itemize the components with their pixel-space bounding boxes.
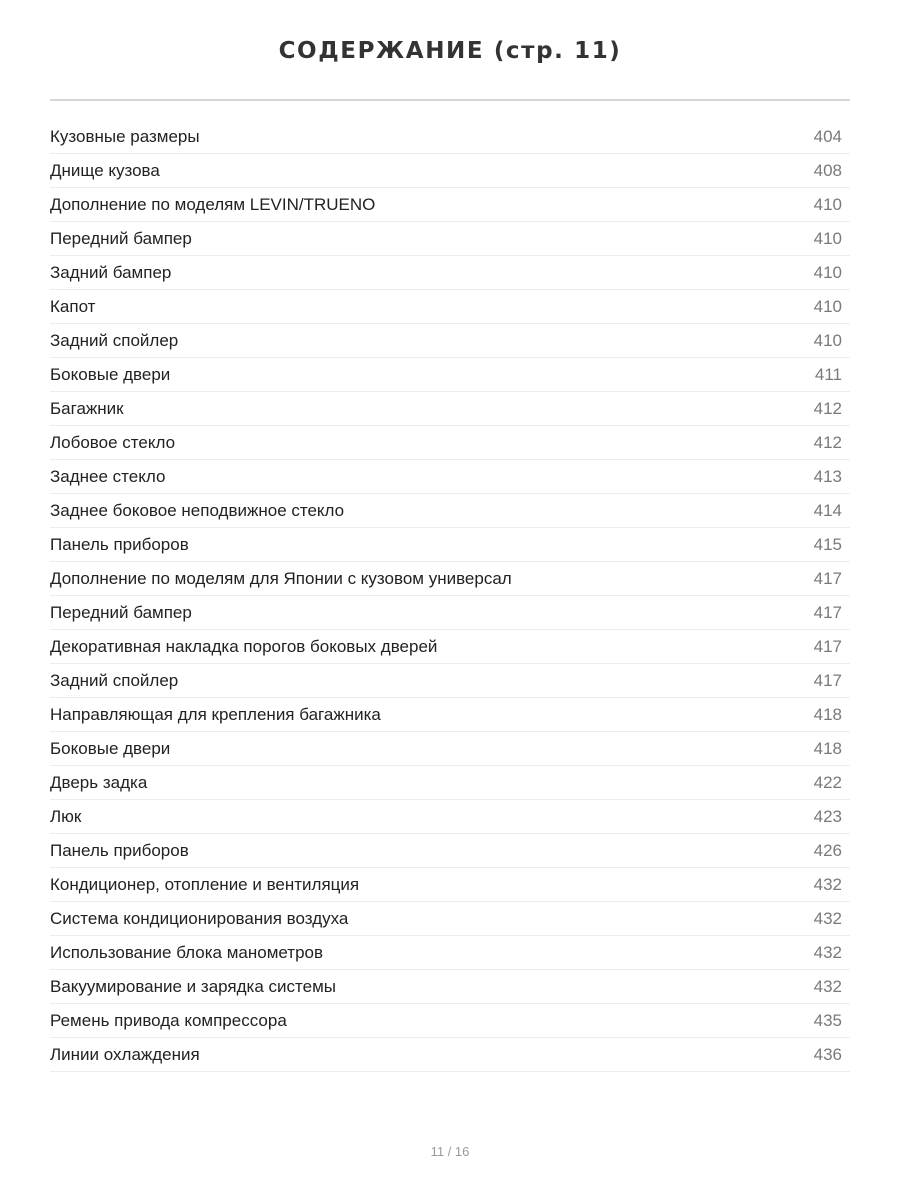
toc-entry-title: Люк [50, 807, 82, 826]
page-indicator: 11 / 16 [430, 1144, 470, 1159]
toc-entry-page-number: 432 [813, 875, 842, 894]
toc-entry[interactable] [50, 290, 850, 324]
toc-entry-page-number: 436 [813, 1045, 842, 1064]
toc-entry-title: Боковые двери [50, 365, 171, 384]
toc-entry[interactable] [50, 460, 850, 494]
toc-entry-page-number: 412 [813, 399, 842, 418]
toc-entry-page-number: 432 [813, 977, 842, 996]
toc-entry-page-number: 423 [813, 807, 842, 826]
toc-entry[interactable] [50, 324, 850, 358]
toc-entry[interactable] [50, 392, 850, 426]
toc-entry-title: Панель приборов [50, 535, 189, 554]
toc-entry[interactable] [50, 426, 850, 460]
toc-entry[interactable] [50, 120, 850, 154]
toc-entry[interactable] [50, 596, 850, 630]
toc-entry-page-number: 412 [813, 433, 842, 452]
toc-entry-page-number: 415 [813, 535, 842, 554]
toc-entry[interactable] [50, 834, 850, 868]
toc-entry[interactable] [50, 630, 850, 664]
toc-entry[interactable] [50, 256, 850, 290]
toc-entry-page-number: 413 [813, 467, 842, 486]
toc-entry[interactable] [50, 562, 850, 596]
toc-entry[interactable] [50, 1004, 850, 1038]
toc-entry[interactable] [50, 528, 850, 562]
toc-entry-page-number: 432 [813, 943, 842, 962]
toc-entry-page-number: 410 [813, 331, 842, 350]
toc-entry-title: Боковые двери [50, 739, 171, 758]
toc-entry[interactable] [50, 902, 850, 936]
page-title: СОДЕРЖАНИЕ (стр. 11) [278, 38, 622, 64]
toc-entry-page-number: 410 [813, 195, 842, 214]
toc-entry-title: Направляющая для крепления багажника [50, 705, 381, 724]
toc-entry[interactable] [50, 800, 850, 834]
toc-entry[interactable] [50, 188, 850, 222]
toc-entry-page-number: 410 [813, 229, 842, 248]
toc-entry-title: Задний спойлер [50, 671, 179, 690]
toc-entry-title: Вакуумирование и зарядка системы [50, 977, 336, 996]
toc-entry-title: Лобовое стекло [50, 433, 176, 452]
toc-entry-title: Кондиционер, отопление и вентиляция [50, 875, 360, 894]
toc-entry-title: Дополнение по моделям для Японии с кузовом универсал [50, 569, 512, 588]
toc-entry[interactable] [50, 358, 850, 392]
toc-entry-page-number: 404 [813, 127, 842, 146]
toc-entry[interactable] [50, 222, 850, 256]
toc-entry-title: Кузовные размеры [50, 127, 200, 146]
toc-entry-page-number: 422 [813, 773, 842, 792]
title-divider [50, 99, 850, 101]
toc-entry[interactable] [50, 664, 850, 698]
toc-entry-title: Линии охлаждения [50, 1045, 200, 1064]
toc-entry[interactable] [50, 766, 850, 800]
toc-list [50, 120, 850, 1072]
toc-entry[interactable] [50, 970, 850, 1004]
toc-entry-page-number: 410 [813, 263, 842, 282]
toc-entry-page-number: 417 [813, 603, 842, 622]
toc-entry[interactable] [50, 494, 850, 528]
toc-entry-page-number: 418 [813, 739, 842, 758]
toc-entry-title: Дополнение по моделям LEVIN/TRUENO [50, 195, 376, 214]
toc-entry-page-number: 414 [813, 501, 842, 520]
toc-entry-title: Багажник [50, 399, 124, 418]
toc-entry-title: Дверь задка [50, 773, 148, 792]
toc-entry-title: Передний бампер [50, 603, 192, 622]
toc-entry-title: Заднее боковое неподвижное стекло [50, 501, 345, 520]
toc-entry-title: Ремень привода компрессора [50, 1011, 287, 1030]
toc-entry[interactable] [50, 698, 850, 732]
toc-entry-page-number: 435 [813, 1011, 842, 1030]
toc-entry-title: Задний спойлер [50, 331, 179, 350]
toc-entry-page-number: 411 [814, 365, 842, 384]
toc-entry-page-number: 417 [813, 671, 842, 690]
toc-entry-title: Панель приборов [50, 841, 189, 860]
toc-entry[interactable] [50, 936, 850, 970]
toc-entry-page-number: 410 [813, 297, 842, 316]
toc-entry-title: Капот [50, 297, 96, 316]
toc-entry-title: Передний бампер [50, 229, 192, 248]
toc-entry-page-number: 432 [813, 909, 842, 928]
toc-entry-title: Использование блока манометров [50, 943, 324, 962]
toc-entry[interactable] [50, 1038, 850, 1072]
toc-entry-page-number: 417 [813, 637, 842, 656]
toc-entry-title: Система кондиционирования воздуха [50, 909, 349, 928]
toc-entry-title: Декоративная накладка порогов боковых дверей [50, 637, 438, 656]
toc-entry-page-number: 426 [813, 841, 842, 860]
toc-entry[interactable] [50, 732, 850, 766]
toc-entry[interactable] [50, 154, 850, 188]
toc-entry-page-number: 418 [813, 705, 842, 724]
toc-entry[interactable] [50, 868, 850, 902]
toc-entry-page-number: 417 [813, 569, 842, 588]
toc-entry-title: Днище кузова [50, 161, 160, 180]
toc-entry-title: Заднее стекло [50, 467, 166, 486]
toc-entry-page-number: 408 [813, 161, 842, 180]
toc-entry-title: Задний бампер [50, 263, 172, 282]
